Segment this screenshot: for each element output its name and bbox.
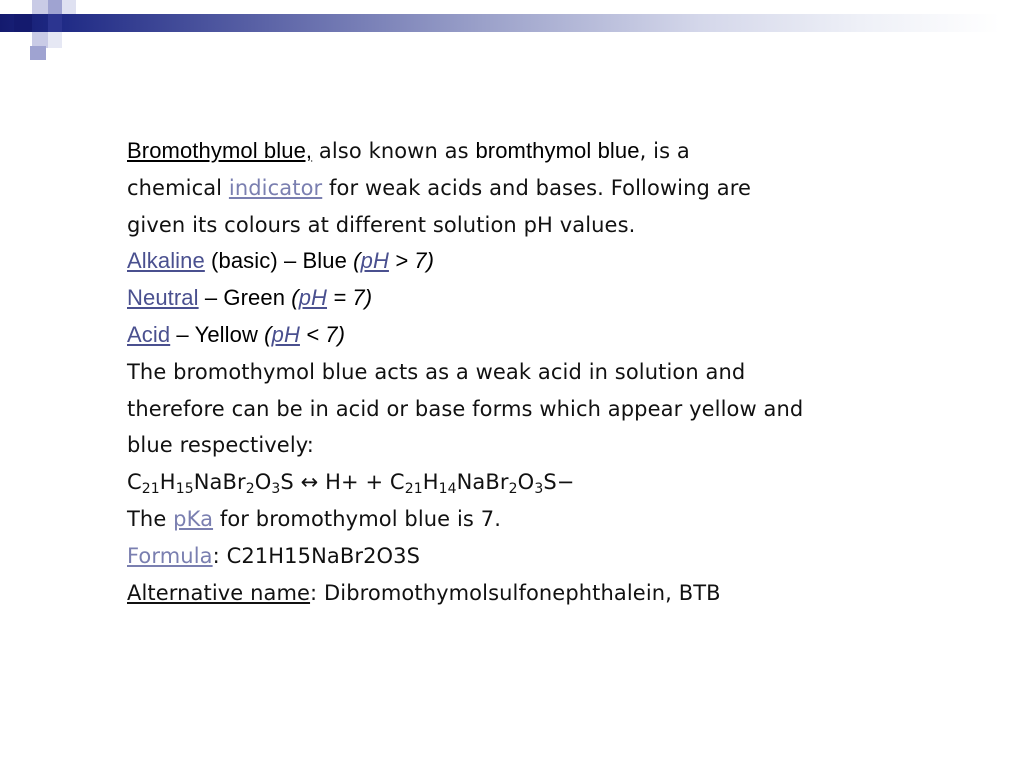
- formula-link[interactable]: Formula: [127, 543, 213, 568]
- formula-subscript: 21: [141, 481, 160, 498]
- decorative-square: [62, 0, 76, 14]
- text-span: > 7): [388, 248, 435, 274]
- formula-part: H: [159, 470, 176, 495]
- decorative-square: [30, 46, 46, 60]
- header-gradient-bar: [0, 14, 1024, 32]
- chemical-equation: [127, 464, 927, 501]
- formula-part: S ↔ H+ + C: [280, 470, 405, 495]
- text-span: = 7): [327, 285, 373, 311]
- indicator-link[interactable]: indicator: [228, 175, 323, 200]
- ph-link[interactable]: pH: [271, 321, 300, 347]
- text-span: (: [264, 321, 272, 347]
- text-span: chemical: [127, 175, 229, 200]
- alkaline-line: [127, 243, 927, 280]
- formula-part: H: [422, 470, 439, 495]
- decorative-square: [32, 0, 48, 14]
- decorative-square: [48, 0, 62, 14]
- text-line: [127, 170, 927, 207]
- decorative-square: [14, 14, 32, 32]
- ph-link[interactable]: pH: [360, 248, 389, 274]
- text-span: therefore can be in acid or base forms which appear yellow and: [127, 396, 804, 421]
- formula-subscript: 21: [404, 481, 423, 498]
- acid-line: [127, 317, 927, 354]
- acid-link[interactable]: Acid: [127, 321, 171, 347]
- text-span: : C21H15NaBr2O3S: [212, 543, 421, 568]
- ph-link[interactable]: pH: [298, 285, 328, 311]
- text-span: for weak acids and bases. Following are: [322, 175, 751, 200]
- formula-part: S−: [543, 470, 575, 495]
- text-span: – Green: [198, 285, 292, 311]
- text-span: < 7): [299, 321, 346, 347]
- text-span: (: [353, 248, 361, 274]
- text-line: [127, 501, 927, 538]
- neutral-link[interactable]: Neutral: [127, 285, 199, 311]
- text-span: (: [291, 285, 299, 311]
- alternative-name-label[interactable]: Alternative name: [127, 580, 311, 605]
- text-span: given its colours at different solution pH values.: [127, 212, 636, 237]
- formula-subscript: 2: [508, 481, 518, 498]
- pka-link[interactable]: pKa: [173, 506, 214, 531]
- decorative-square: [48, 14, 62, 32]
- text-span: – Yellow: [170, 321, 265, 347]
- text-span: also known as: [312, 139, 476, 163]
- formula-part: O: [517, 470, 535, 495]
- formula-part: NaBr: [456, 470, 509, 495]
- slide-body: [127, 133, 927, 611]
- formula-part: NaBr: [193, 470, 246, 495]
- formula-subscript: 3: [271, 481, 281, 498]
- term-bromthymol-blue: bromthymol blue: [475, 138, 640, 163]
- text-span: (basic) – Blue: [204, 248, 354, 274]
- text-span: The bromothymol blue acts as a weak acid in solution and: [127, 359, 746, 384]
- text-span: for bromothymol blue is 7.: [213, 506, 501, 531]
- formula-subscript: 15: [175, 481, 194, 498]
- text-span: : Dibromothymolsulfonephthalein, BTB: [310, 580, 721, 605]
- decorative-square: [48, 32, 62, 48]
- neutral-line: [127, 280, 927, 317]
- alternative-name-line: [127, 575, 927, 612]
- text-line: [127, 207, 927, 244]
- formula-line: [127, 538, 927, 575]
- text-line: [127, 354, 927, 391]
- text-span: The: [127, 506, 174, 531]
- text-line: [127, 391, 927, 428]
- text-span: blue respectively:: [127, 433, 314, 458]
- formula-part: C: [127, 470, 142, 495]
- alkaline-link[interactable]: Alkaline: [127, 248, 205, 274]
- text-span: , is a: [639, 139, 690, 163]
- text-line: [127, 427, 927, 464]
- formula-subscript: 3: [534, 481, 544, 498]
- formula-subscript: 14: [438, 481, 457, 498]
- text-line: [127, 133, 927, 170]
- formula-subscript: 2: [245, 481, 255, 498]
- formula-part: O: [254, 470, 272, 495]
- term-bromothymol-blue[interactable]: Bromothymol blue,: [127, 138, 313, 163]
